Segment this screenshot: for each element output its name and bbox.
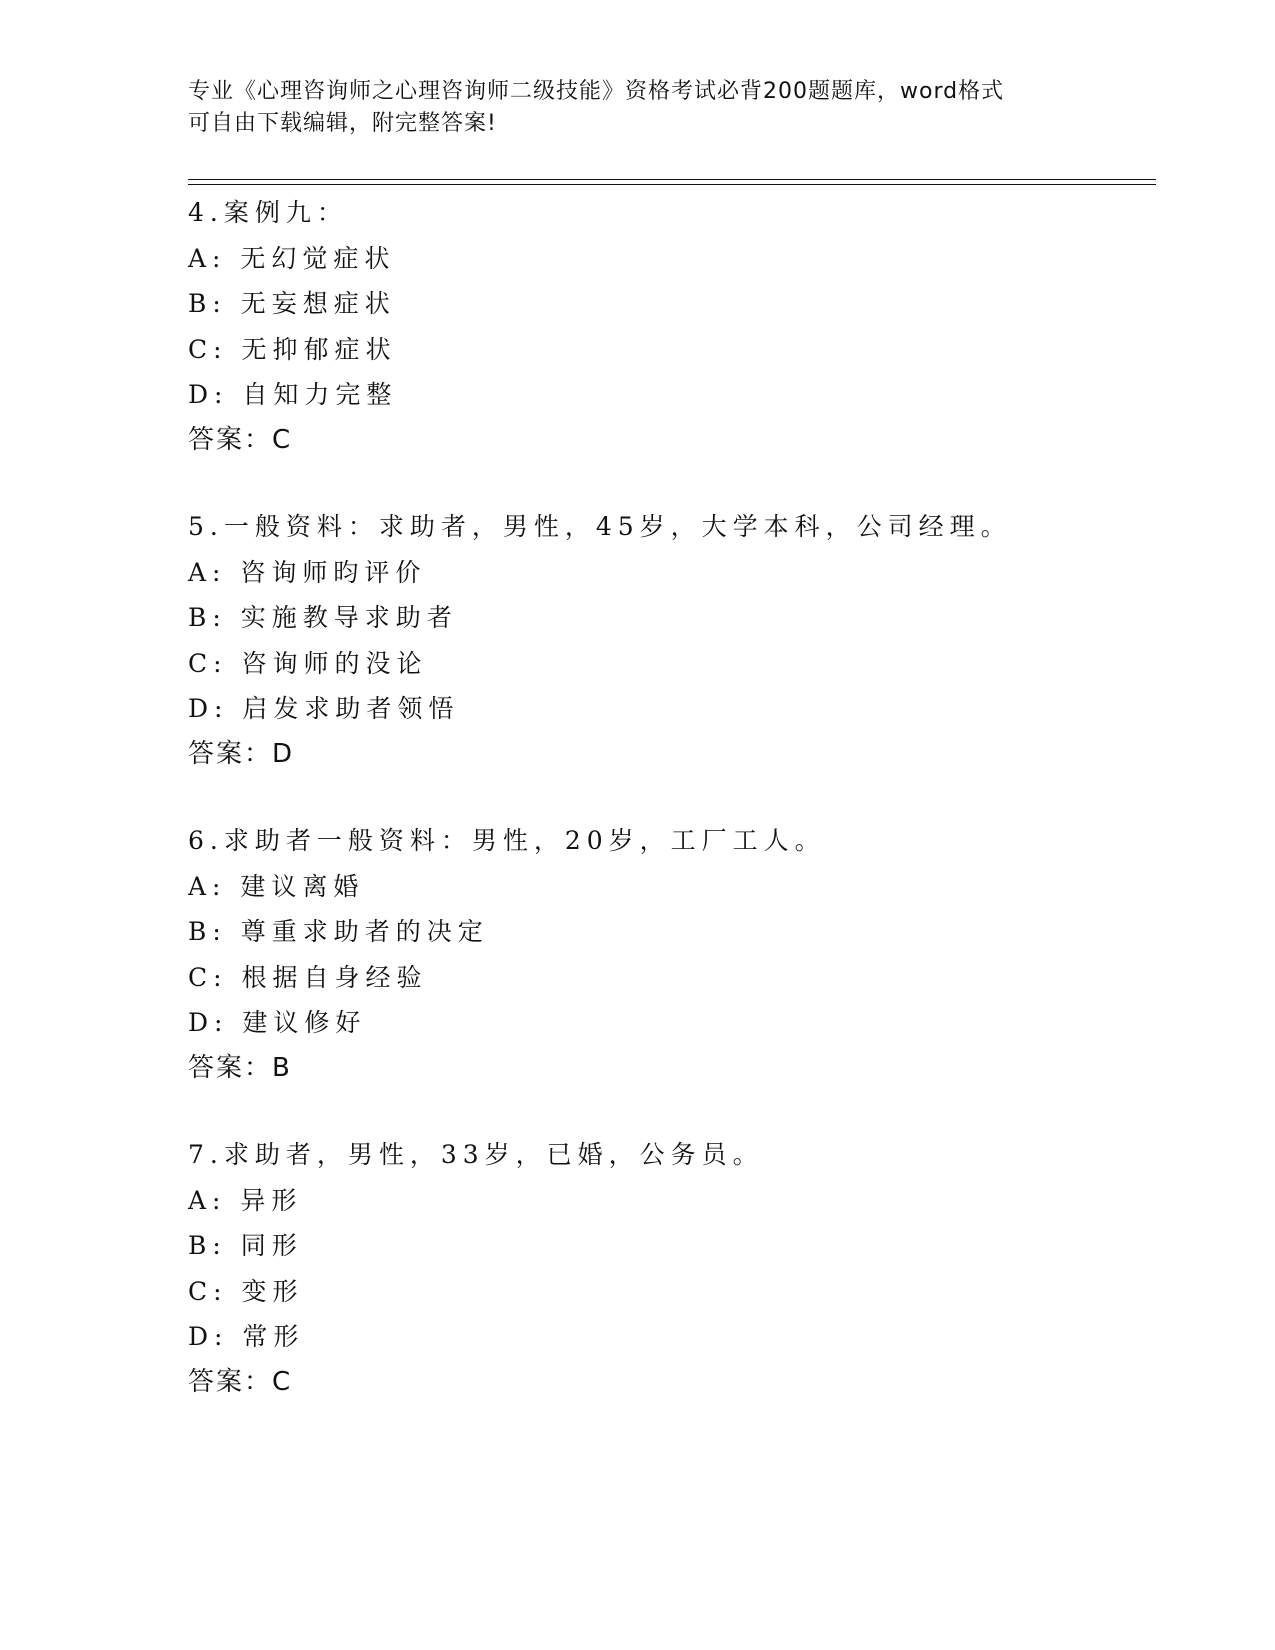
- answer-label: 答案：C: [188, 424, 293, 455]
- question-stem: 7.求助者，男性，33岁，已婚，公务员。: [188, 1140, 764, 1169]
- option-d: D: 启发求助者领悟: [188, 694, 460, 723]
- option-b: B: 实施教导求助者: [188, 603, 458, 632]
- answer-label: 答案：D: [188, 738, 295, 769]
- option-b: B: 同形: [188, 1231, 303, 1260]
- option-c: C: 无抑郁症状: [188, 334, 397, 364]
- header-title-line-1: 专业《心理咨询师之心理咨询师二级技能》资格考试必背200题题库，word格式: [188, 79, 1005, 104]
- option-a: A: 咨询师昀评价: [188, 557, 427, 587]
- question-stem: 6.求助者一般资料：男性，20岁，工厂工人。: [188, 826, 826, 855]
- option-b: B: 无妄想症状: [188, 289, 396, 318]
- question-5: [188, 504, 1148, 777]
- header-divider-bottom: [188, 184, 1156, 185]
- question-stem: 4.案例九：: [188, 198, 348, 227]
- option-d: D: 自知力完整: [188, 380, 398, 409]
- document-header: [188, 76, 1068, 140]
- option-d: D: 建议修好: [188, 1008, 367, 1037]
- option-c: C: 变形: [188, 1276, 304, 1306]
- question-list: [188, 190, 1148, 1446]
- answer-label: 答案：B: [188, 1052, 292, 1083]
- option-a: A: 无幻觉症状: [188, 243, 396, 273]
- option-b: B: 尊重求助者的决定: [188, 917, 489, 946]
- header-title-line-2: 可自由下载编辑，附完整答案!: [188, 111, 497, 136]
- option-c: C: 根据自身经验: [188, 962, 428, 992]
- header-divider-top: [188, 179, 1156, 180]
- question-6: [188, 818, 1148, 1091]
- option-c: C: 咨询师的没论: [188, 648, 428, 678]
- question-4: [188, 190, 1148, 463]
- question-stem: 5.一般资料：求助者，男性，45岁，大学本科，公司经理。: [188, 512, 1012, 541]
- answer-label: 答案：C: [188, 1366, 293, 1397]
- option-a: A: 异形: [188, 1185, 303, 1215]
- question-7: [188, 1132, 1148, 1405]
- option-a: A: 建议离婚: [188, 871, 365, 901]
- option-d: D: 常形: [188, 1322, 305, 1351]
